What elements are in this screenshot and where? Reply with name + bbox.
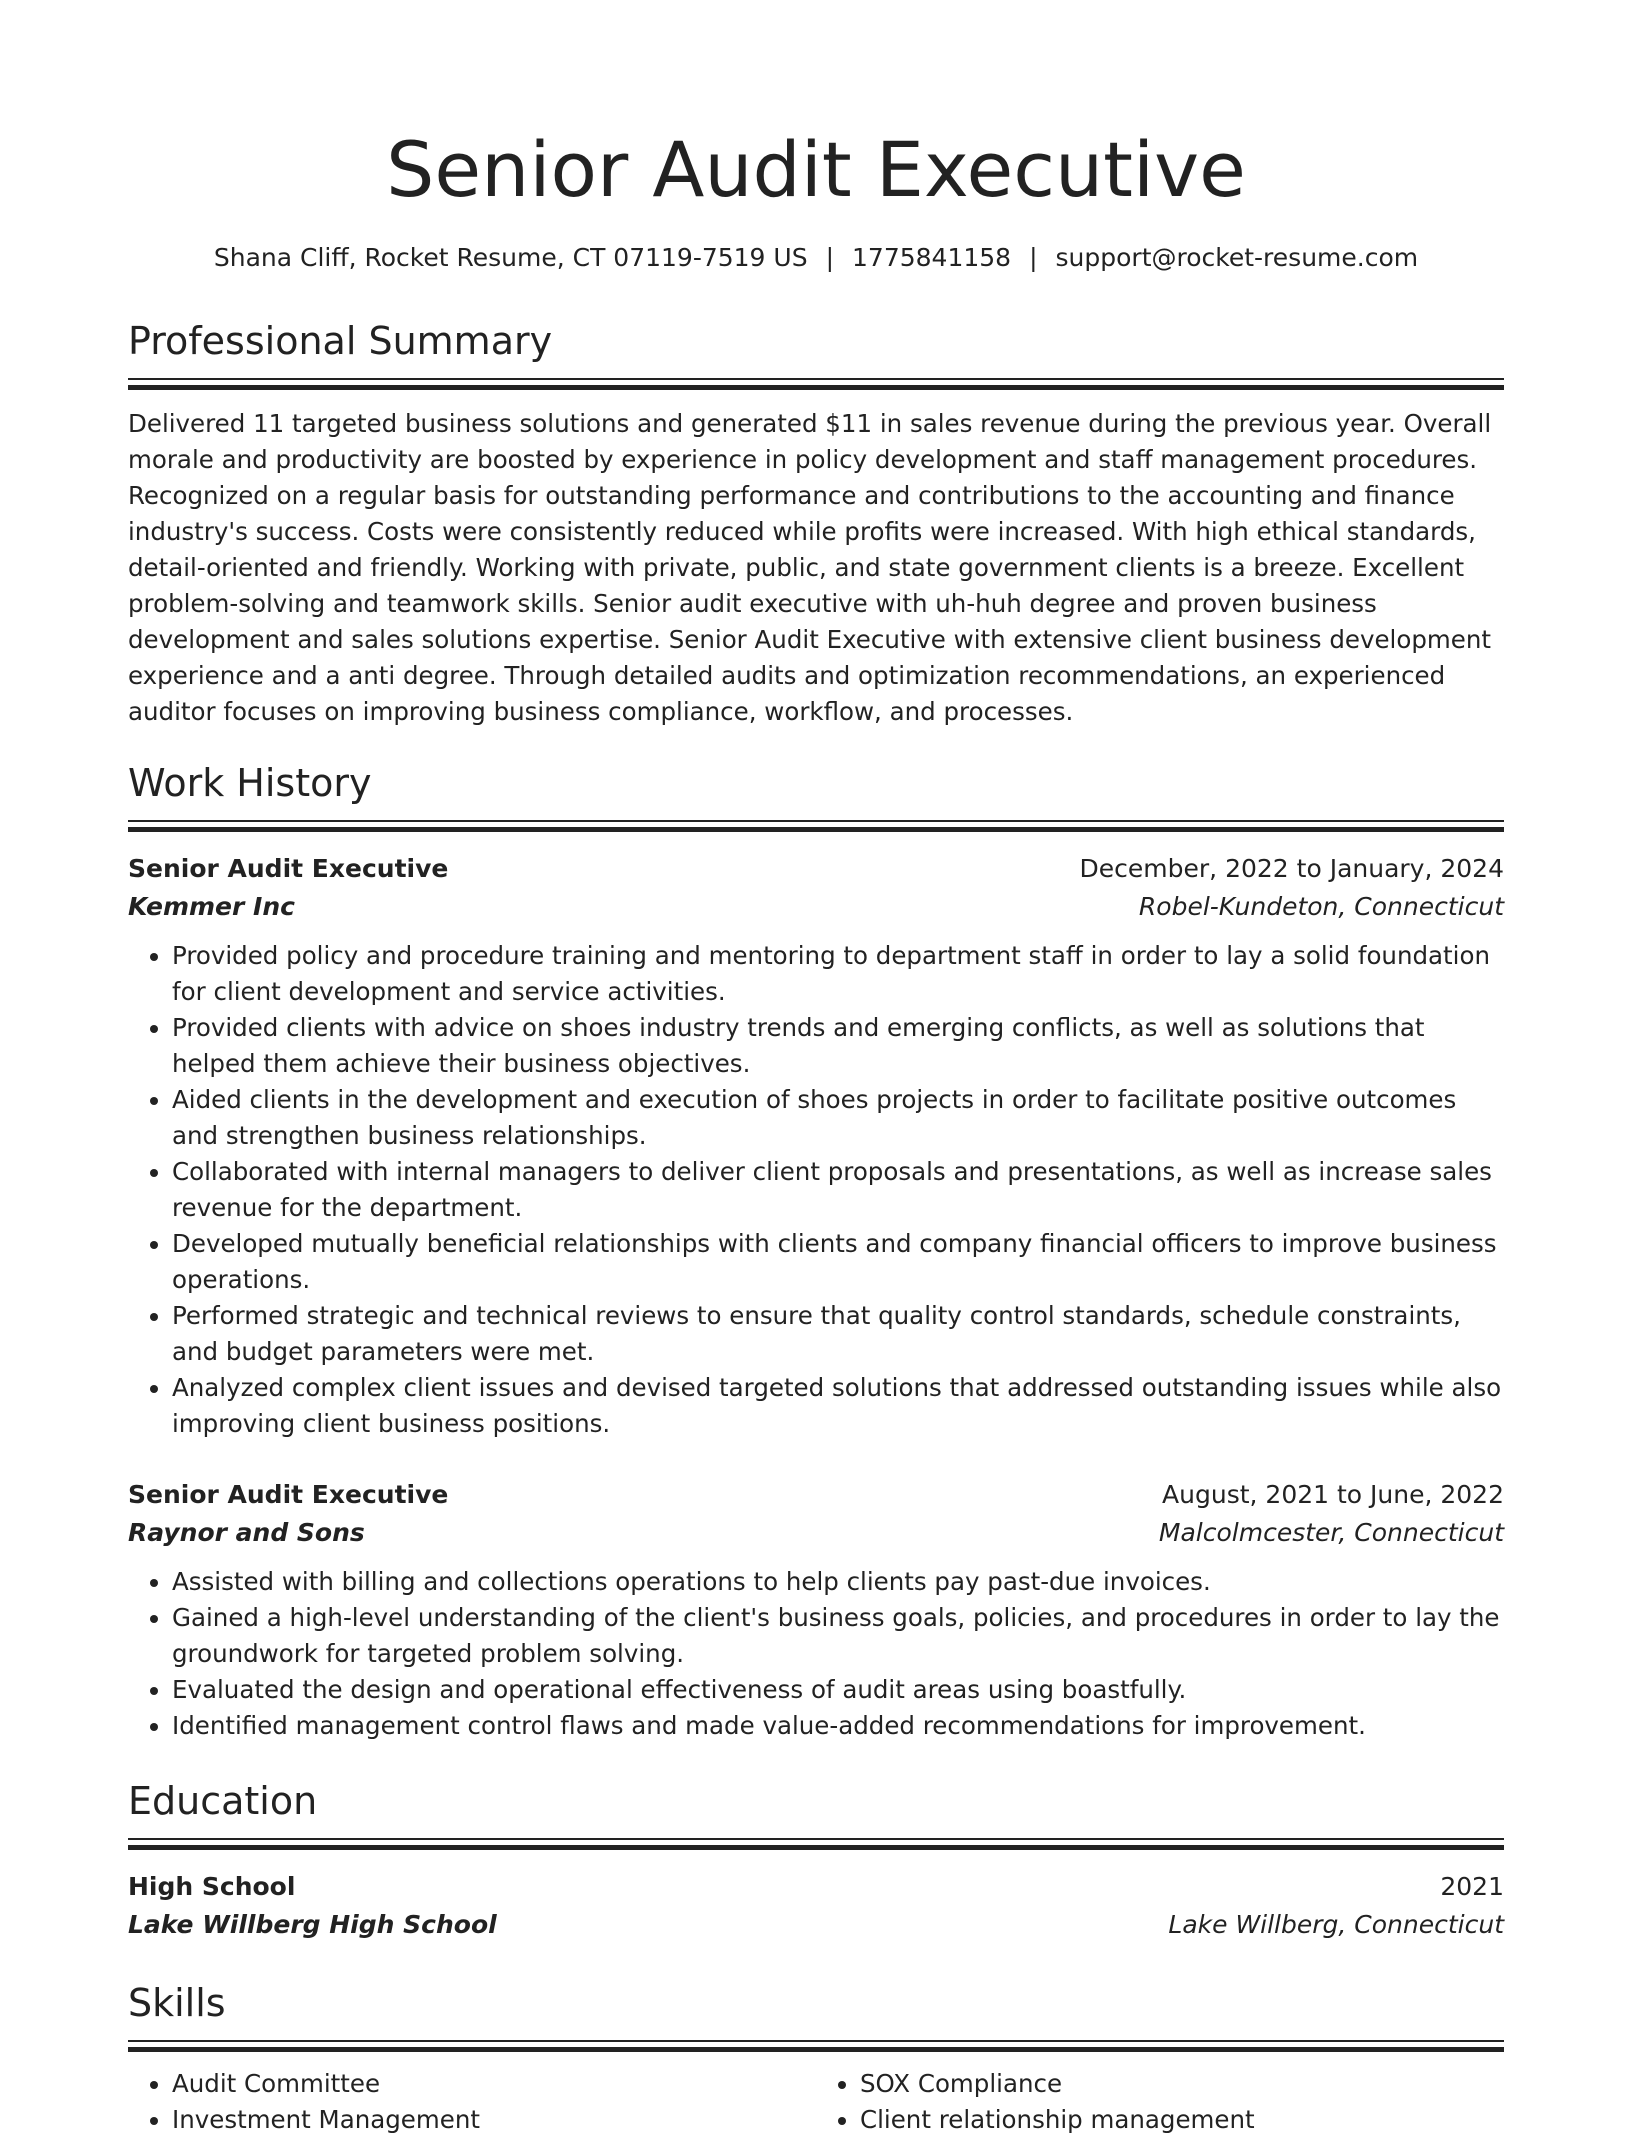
job-company: Kemmer Inc [128, 892, 295, 921]
education-year: 2021 [1440, 1872, 1504, 1901]
section-divider [128, 1838, 1504, 1850]
contact-separator: | [1029, 243, 1038, 272]
job-dates: December, 2022 to January, 2024 [1079, 854, 1504, 883]
section-heading-summary: Professional Summary [128, 319, 553, 363]
education-entry [128, 1868, 1504, 1944]
contact-email: support@rocket-resume.com [1055, 243, 1419, 272]
job-title: Senior Audit Executive [128, 854, 449, 883]
list-item: • Aided clients in the development and execution of shoes projects in order to facilitate positive outcomes and strengthen business relationships. [172, 1082, 1504, 1154]
list-item: • Provided clients with advice on shoes industry trends and emerging conflicts, as well as solutions that helped them achieve their business objectives. [172, 1010, 1504, 1082]
list-item: • Gained a high-level understanding of the client's business goals, policies, and procedures in order to lay the groundwork for targeted problem solving. [172, 1600, 1504, 1672]
summary-section [128, 318, 1504, 730]
education-location: Lake Willberg, Connecticut [1168, 1910, 1504, 1939]
list-item: • Developed mutually beneficial relationships with clients and company financial officers to improve business operations. [172, 1226, 1504, 1298]
list-item: • Identified management control flaws and made value-added recommendations for improvement. [172, 1708, 1504, 1744]
section-divider [128, 378, 1504, 390]
job-entry [128, 1476, 1504, 1744]
list-item: • Analyzed complex client issues and devised targeted solutions that addressed outstanding issues while also improving client business positions. [172, 1370, 1504, 1442]
list-item: • Investment Management [172, 2102, 816, 2138]
contact-phone: 1775841158 [852, 243, 1012, 272]
contact-line [128, 242, 1504, 274]
section-heading-education: Education [128, 1779, 318, 1823]
section-divider [128, 820, 1504, 832]
work-history-section [128, 760, 1504, 1744]
list-item: • Assisted with billing and collections operations to help clients pay past-due invoices. [172, 1564, 1504, 1600]
job-entry [128, 850, 1504, 1442]
job-bullets [128, 1564, 1504, 1744]
job-bullets [128, 938, 1504, 1442]
list-item: • Evaluated the design and operational effectiveness of audit areas using boastfully. [172, 1672, 1504, 1708]
contact-address: Shana Cliff, Rocket Resume, CT 07119-7519 US [213, 243, 808, 272]
section-heading-work-history: Work History [128, 761, 372, 805]
section-divider [128, 2040, 1504, 2052]
summary-text: Delivered 11 targeted business solutions and generated $11 in sales revenue during the previous year. Overall morale and productivity are boosted by experience in policy development and staff management procedures. Recognized on a regular basis for outstanding performance and contributions to the accounting and finance industry's success. Costs were consistently reduced while profits were increased. With high ethical standards, detail-oriented and friendly. Working with private, public, and state government clients is a breeze. Excellent problem-solving and teamwork skills. Senior audit executive with uh-huh degree and proven business development and sales solutions expertise. Senior Audit Executive with extensive client business development experience and a anti degree. Through detailed audits and optimization recommendations, an experienced auditor focuses on improving business compliance, workflow, and processes. [128, 409, 1492, 726]
job-dates: August, 2021 to June, 2022 [1162, 1480, 1504, 1509]
skills-list-left [128, 2066, 816, 2138]
section-heading-skills: Skills [128, 1981, 226, 2025]
job-title: Senior Audit Executive [128, 1480, 449, 1509]
education-section [128, 1778, 1504, 1944]
page-title: Senior Audit Executive [386, 125, 1246, 214]
education-school: Lake Willberg High School [128, 1910, 497, 1939]
job-location: Malcolmcester, Connecticut [1158, 1518, 1504, 1547]
list-item: • Provided policy and procedure training and mentoring to department staff in order to lay a solid foundation for client development and service activities. [172, 938, 1504, 1010]
list-item: • Audit Committee [172, 2066, 816, 2102]
list-item: • SOX Compliance [860, 2066, 1504, 2102]
education-degree: High School [128, 1872, 296, 1901]
list-item: • Performed strategic and technical reviews to ensure that quality control standards, schedule constraints, and budget parameters were met. [172, 1298, 1504, 1370]
skills-section [128, 1980, 1504, 2138]
job-company: Raynor and Sons [128, 1518, 365, 1547]
job-location: Robel-Kundeton, Connecticut [1138, 892, 1504, 921]
list-item: • Collaborated with internal managers to deliver client proposals and presentations, as well as increase sales revenue for the department. [172, 1154, 1504, 1226]
skills-columns [128, 2066, 1504, 2138]
contact-separator: | [825, 243, 835, 272]
list-item: • Client relationship management [860, 2102, 1504, 2138]
skills-list-right [816, 2066, 1504, 2138]
